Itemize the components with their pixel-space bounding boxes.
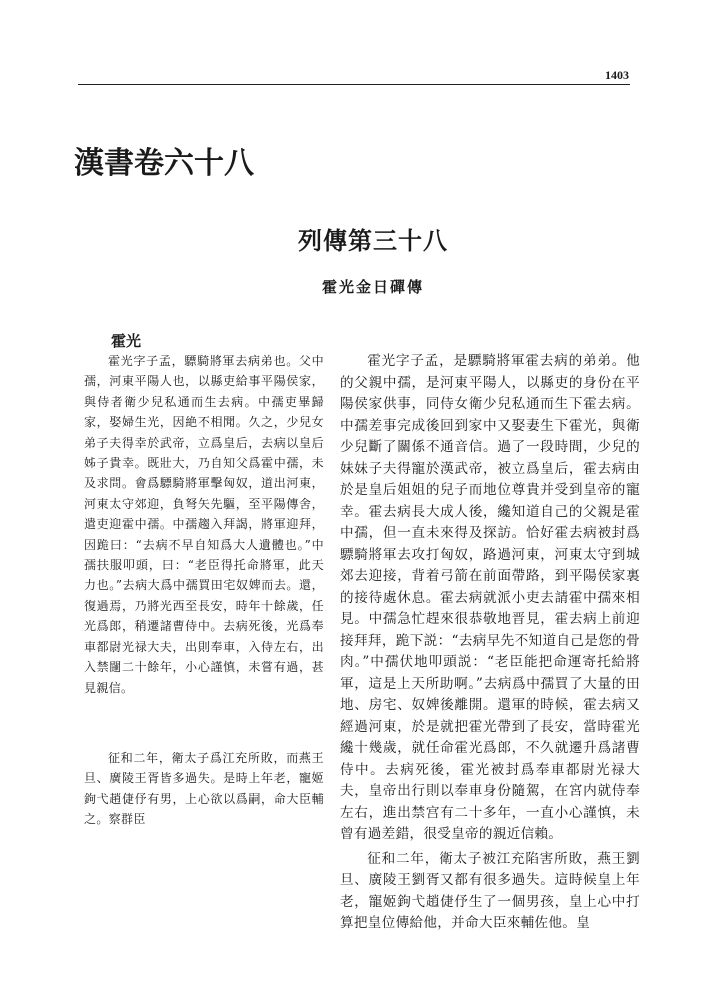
biography-title: 霍光金日磾傳: [321, 278, 424, 296]
classical-text-column: [84, 351, 324, 830]
classical-paragraph: 征和二年，衛太子爲江充所敗，而燕王旦、廣陵王胥皆多過失。是時上年老，寵姬鉤弋趙倢伃有男，上心欲以爲嗣，命大臣輔之。察群臣: [84, 750, 324, 827]
book-title: 漢書卷六十八: [74, 146, 254, 181]
translation-paragraph: 霍光字子孟，是驃騎將軍霍去病的弟弟。他的父親中孺，是河東平陽人，以縣吏的身份在平陽侯家供事，同侍女衛少兒私通而生下霍去病。中孺差事完成後回到家中又娶妻生下霍光，與衛少兒斷了關係不通音信。過了一段時間，少兒的妹妹子夫得寵於漢武帝，被立爲皇后，霍去病由於是皇后姐姐的兒子而地位尊貴并受到皇帝的寵幸。霍去病長大成人後，纔知道自己的父親是霍中孺，但一直未來得及探訪。恰好霍去病被封爲驃騎將軍去攻打匈奴，路過河東，河東太守到城郊去迎接，背着弓箭在前面帶路，到平陽侯家裏的接待處休息。霍去病就派小吏去請霍中孺來相見。中孺急忙趕來很恭敬地晋見，霍去病上前迎接拜拜，跪下説：“去病早先不知道自己是您的骨肉。”中孺伏地叩頭説：“老臣能把命運寄托給將軍，這是上天所助啊。”去病爲中孺買了大量的田地、房宅、奴婢後離開。還軍的時候，霍去病又經過河東，於是就把霍光帶到了長安，當時霍光纔十幾歲，就任命霍光爲郎，不久就遷升爲諸曹侍中。去病死後，霍光被封爲奉車都尉光禄大夫，皇帝出行則以奉車身份隨駕，在宮内就侍奉左右，進出禁宫有二十多年，一直小心謹慎，未曾有過差錯，很受皇帝的親近信賴。: [340, 353, 640, 842]
page-number: 1403: [605, 68, 629, 82]
chapter-title: 列傳第三十八: [298, 226, 448, 255]
header-rule: [78, 84, 630, 85]
translation-paragraph: 征和二年，衛太子被江充陷害所敗，燕王劉旦、廣陵王劉胥又都有很多過失。這時候皇上年老，寵姬鉤弋趙倢伃生了一個男孩，皇上心中打算把皇位傳給他，并命大臣來輔佐他。皇: [340, 850, 640, 931]
classical-paragraph: 霍光字子孟，驃騎將軍去病弟也。父中孺，河東平陽人也，以縣吏給事平陽侯家，與侍者衛少兒私通而生去病。中孺吏畢歸家，娶婦生光，因絶不相聞。久之，少兒女弟子夫得幸於武帝，立爲皇后，去病以皇后姊子貴幸。既壯大，乃自知父爲霍中孺，未及求問。會爲驃騎將軍擊匈奴，道出河東，河東太守郊迎，負弩矢先驅，至平陽傳舍，遣吏迎霍中孺。中孺趨入拜謁，將軍迎拜，因跪曰：“去病不早自知爲大人遺體也。”中孺扶服叩頭，曰：“老臣得托命將軍，此天力也。”去病大爲中孺買田宅奴婢而去。還，復過焉，乃將光西至長安，時年十餘歲，任光爲郎，稍遷諸曹侍中。去病死後，光爲奉車都尉光禄大夫，出則奉車，入侍左右，出入禁闥二十餘年，小心謹慎，未嘗有過，甚見親信。: [84, 354, 324, 695]
translation-column: [340, 351, 640, 935]
section-heading: 霍光: [111, 332, 142, 350]
